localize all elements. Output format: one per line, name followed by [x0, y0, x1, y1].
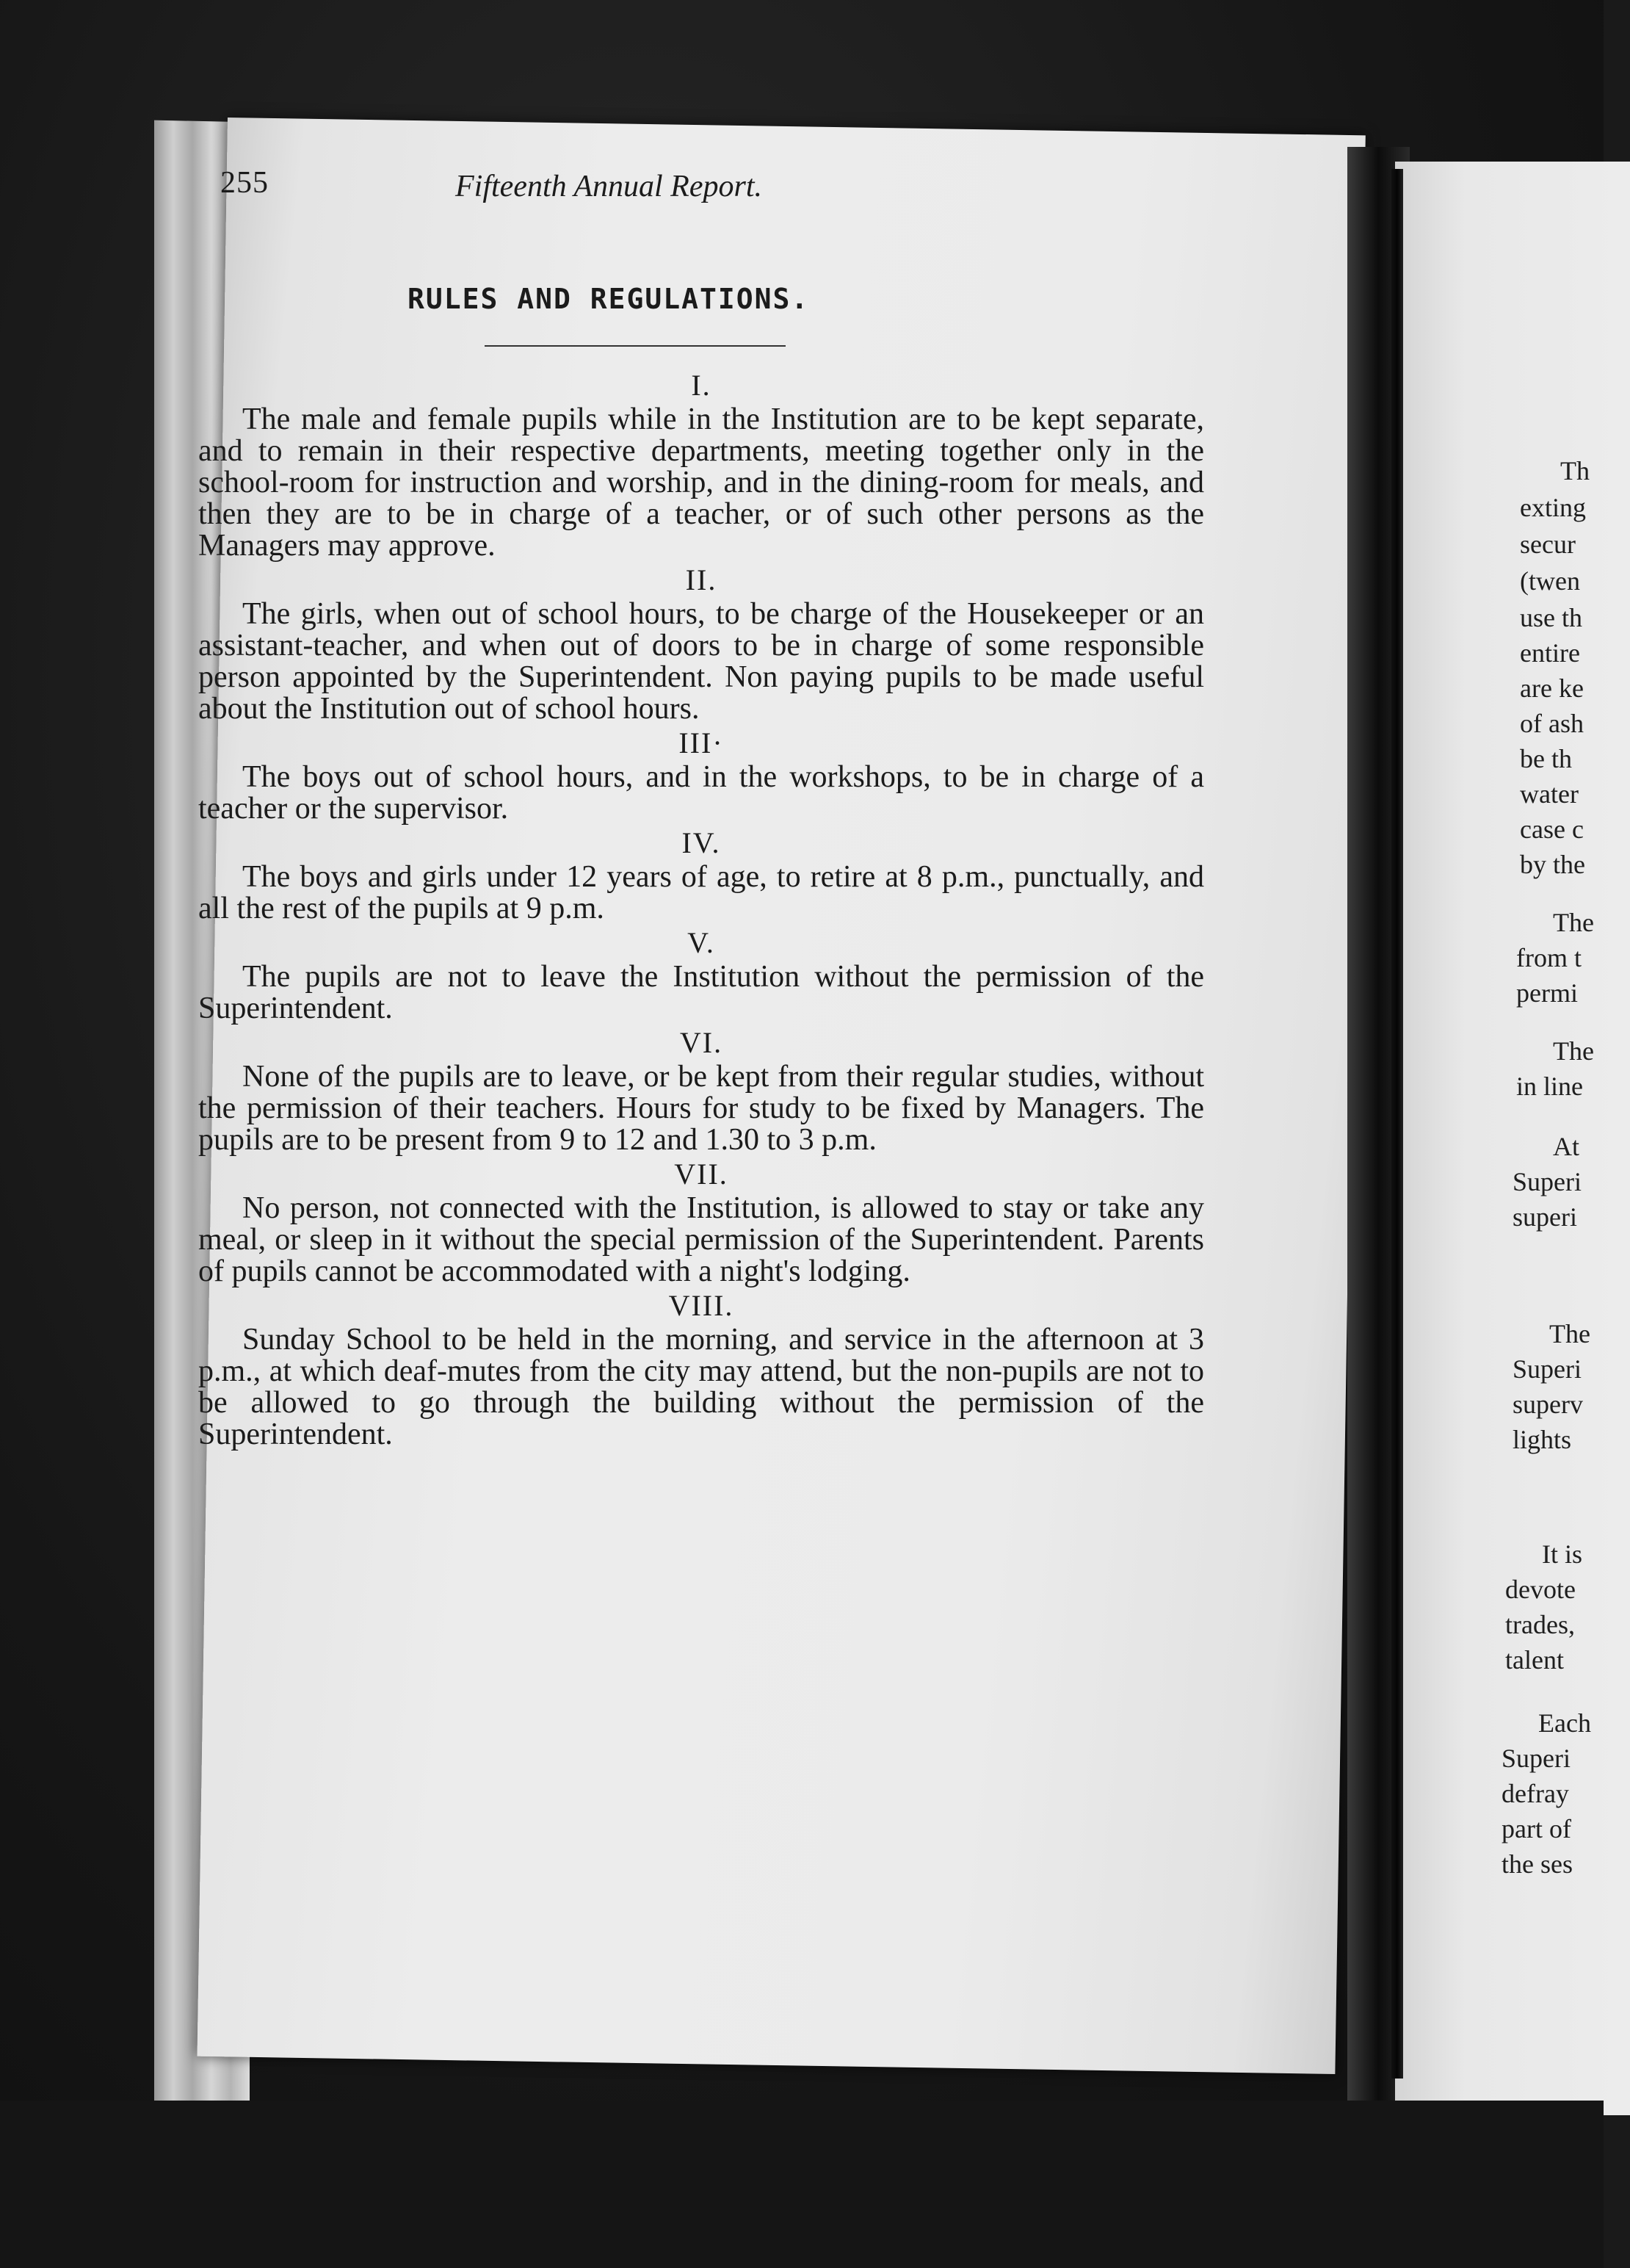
rule-item	[198, 1288, 1204, 1451]
right-page-fragment: of ash	[1520, 709, 1584, 738]
right-page-fragment: part of	[1502, 1814, 1571, 1843]
right-page-fragment: entire	[1520, 638, 1580, 668]
right-page-fragment: trades,	[1505, 1610, 1575, 1639]
rule-text: The boys and girls under 12 years of age, to retire at 8 p.m., punctually, and all the rest of the pupils at 9 p.m.	[198, 860, 1204, 925]
right-page-fragment: The	[1549, 1319, 1590, 1348]
right-page-fragment: At	[1553, 1132, 1579, 1161]
right-page-fragment: lights	[1513, 1425, 1572, 1454]
right-page-fragment: Superi	[1513, 1354, 1582, 1384]
rule-numeral: V.	[687, 926, 715, 959]
right-page-fragment: use th	[1520, 603, 1582, 632]
right-page-fragment: are ke	[1520, 673, 1584, 703]
rule-numeral: VI.	[679, 1026, 723, 1059]
rule-numeral: II.	[685, 563, 717, 596]
right-page-fragment: devote	[1505, 1575, 1576, 1604]
rule-text: The pupils are not to leave the Institution without the permission of the Superintendent.	[198, 960, 1204, 1025]
right-page-fragment: Each	[1538, 1708, 1591, 1738]
rule-numeral: VIII.	[668, 1289, 734, 1322]
right-page-fragment: superi	[1513, 1202, 1577, 1232]
rule-text: None of the pupils are to leave, or be kept from their regular studies, without the permission of their teachers. Hours for study to be fixed by Managers. The pupils are to be present from 9 to 12 and 1.30 to 3 p.m.	[198, 1060, 1204, 1157]
rule-item	[198, 367, 1204, 562]
rule-text: No person, not connected with the Institution, is allowed to stay or take any meal, or sleep in it without the special permission of the Superintendent. Parents of pupils cannot be accommodated with a night's lodging.	[198, 1191, 1204, 1288]
right-page-text-fragments	[1502, 0, 1619, 2268]
right-page-fragment: be th	[1520, 744, 1572, 773]
page-number: 255	[220, 166, 269, 200]
rule-item	[198, 562, 1204, 725]
rule-text: The girls, when out of school hours, to be charge of the Housekeeper or an assistant-teacher, and when out of doors to be in charge of some responsible person appointed by the Superintendent. Non paying pupils to be made useful about the Institution out of school hours.	[198, 597, 1204, 726]
right-page-fragment: exting	[1520, 493, 1586, 522]
right-page-fragment: water	[1520, 779, 1579, 809]
right-page-fragment: It is	[1542, 1539, 1583, 1569]
right-page-fragment: The	[1553, 1036, 1594, 1066]
rule-text: The male and female pupils while in the Institution are to be kept separate, and to remain in their respective departments, meeting together only in the school-room for instruction and worship, and in the dining-room for meals, and then they are to be in charge of a teacher, or of such other persons as the Managers may approve.	[198, 402, 1204, 563]
rule-text: Sunday School to be held in the morning, and service in the afternoon at 3 p.m., at which deaf-mutes from the city may attend, but the non-pupils are not to be allowed to go through the building without the permission of the Superintendent.	[198, 1323, 1204, 1451]
right-page-fragment: in line	[1516, 1072, 1583, 1101]
right-page-fragment: Th	[1560, 456, 1590, 485]
running-head: Fifteenth Annual Report.	[455, 170, 762, 203]
right-page-fragment: Superi	[1513, 1167, 1582, 1196]
right-page-fragment: talent	[1505, 1645, 1564, 1675]
right-page-fragment: Superi	[1502, 1744, 1571, 1773]
rule-item	[198, 1156, 1204, 1288]
rule-numeral: IV.	[681, 826, 721, 859]
right-page-fragment: by the	[1520, 850, 1585, 879]
right-page-fragment: case c	[1520, 815, 1584, 844]
rules-list	[198, 367, 1204, 1451]
rule-numeral: III·	[678, 726, 724, 759]
right-page-fragment: The	[1553, 908, 1594, 937]
right-page-fragment: permi	[1516, 978, 1578, 1008]
right-page-fragment: defray	[1502, 1779, 1569, 1808]
rule-numeral: VII.	[674, 1158, 728, 1191]
rule-numeral: I.	[691, 369, 711, 402]
rule-text: The boys out of school hours, and in the workshops, to be in charge of a teacher or the supervisor.	[198, 760, 1204, 826]
rule-item	[198, 1025, 1204, 1156]
right-page-fragment: the ses	[1502, 1849, 1573, 1879]
right-page-fragment: superv	[1513, 1390, 1583, 1419]
title-rule	[485, 345, 786, 347]
right-page-fragment: from t	[1516, 943, 1582, 972]
right-page-fragment: secur	[1520, 530, 1576, 559]
right-page-fragment: (twen	[1520, 566, 1580, 596]
rule-item	[198, 725, 1204, 825]
section-title: RULES AND REGULATIONS.	[408, 283, 810, 315]
rule-item	[198, 925, 1204, 1025]
rule-item	[198, 825, 1204, 925]
